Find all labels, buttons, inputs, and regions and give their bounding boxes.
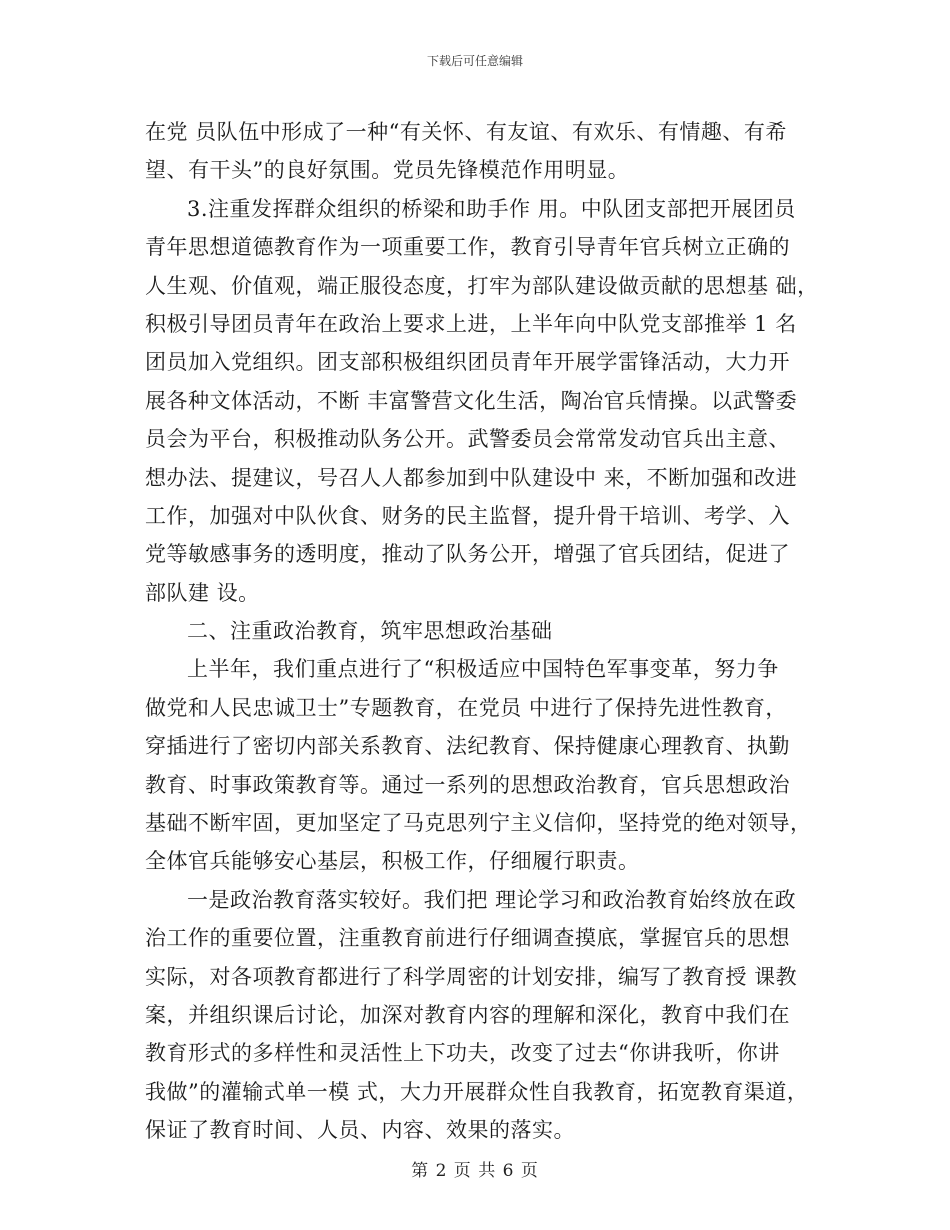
text-line: 基础不断牢固，更加坚定了马克思列宁主义信仰，坚持党的绝对领导， [145, 811, 812, 836]
text-line: 一是政治教育落实较好。我们把 理论学习和政治教育始终放在政 [187, 887, 797, 912]
page-header: 下载后可任意编辑 [426, 54, 523, 68]
document-body [145, 113, 819, 1150]
text-line: 做党和人民忠诚卫士”专题教育，在党员 中进行了保持先进性教育， [145, 695, 787, 720]
text-line: 团员加入党组织。团支部积极组织团员青年开展学雷锋活动，大力开 [145, 350, 790, 375]
text-line: 望、有干头”的良好氛围。党员先锋模范作用明显。 [145, 158, 630, 183]
text-line: 党等敏感事务的透明度，推动了队务公开，增强了官兵团结，促进了 [145, 542, 790, 567]
text-line: 教育形式的多样性和灵活性上下功夫，改变了过去“你讲我听，你讲 [145, 1041, 780, 1066]
text-line: 实际，对各项教育都进行了科学周密的计划安排，编写了教育授 课教 [145, 964, 798, 989]
text-line: 员会为平台，积极推动队务公开。武警委员会常常发动官兵出主意、 [145, 427, 790, 452]
text-line: 保证了教育时间、人员、内容、效果的落实。 [145, 1118, 575, 1143]
page-footer: 第 2 页 共 6 页 [411, 1161, 539, 1181]
text-line: 人生观、价值观，端正服役态度，打牢为部队建设做贡献的思想基 础， [145, 273, 819, 298]
text-line: 案，并组织课后讨论，加深对教育内容的理解和深化，教育中我们在 [145, 1002, 790, 1027]
text-line: 展各种文体活动，不断 丰富警营文化生活，陶冶官兵情操。以武警委 [145, 388, 798, 413]
text-line: 全体官兵能够安心基层，积极工作，仔细履行职责。 [145, 849, 640, 874]
text-line: 3.注重发挥群众组织的桥梁和助手作 用。中队团支部把开展团员 [187, 196, 796, 221]
text-line: 青年思想道德教育作为一项重要工作，教育引导青年官兵树立正确的 [145, 235, 790, 260]
text-line: 部队建 设。 [145, 580, 260, 605]
text-line: 上半年，我们重点进行了“积极适应中国特色军事变革，努力争 [187, 657, 779, 682]
text-line: 工作，加强对中队伙食、财务的民主监督，提升骨干培训、考学、入 [145, 503, 790, 528]
text-line: 穿插进行了密切内部关系教育、法纪教育、保持健康心理教育、执勤 [145, 734, 790, 759]
text-line: 教育、时事政策教育等。通过一系列的思想政治教育，官兵思想政治 [145, 772, 790, 797]
text-line: 在党 员队伍中形成了一种“有关怀、有友谊、有欢乐、有情趣、有希 [145, 120, 787, 144]
text-line: 我做”的灌输式单一模 式，大力开展群众性自我教育，拓宽教育渠道， [145, 1079, 809, 1104]
text-line: 治工作的重要位置，注重教育前进行仔细调查摸底，掌握官兵的思想 [145, 926, 790, 951]
text-line: 想办法、提建议，号召人人都参加到中队建设中 来，不断加强和改进 [145, 465, 798, 490]
text-line: 二、注重政治教育，筑牢思想政治基础 [187, 619, 553, 644]
text-line: 积极引导团员青年在政治上要求上进，上半年向中队党支部推举 1 名 [145, 311, 797, 336]
